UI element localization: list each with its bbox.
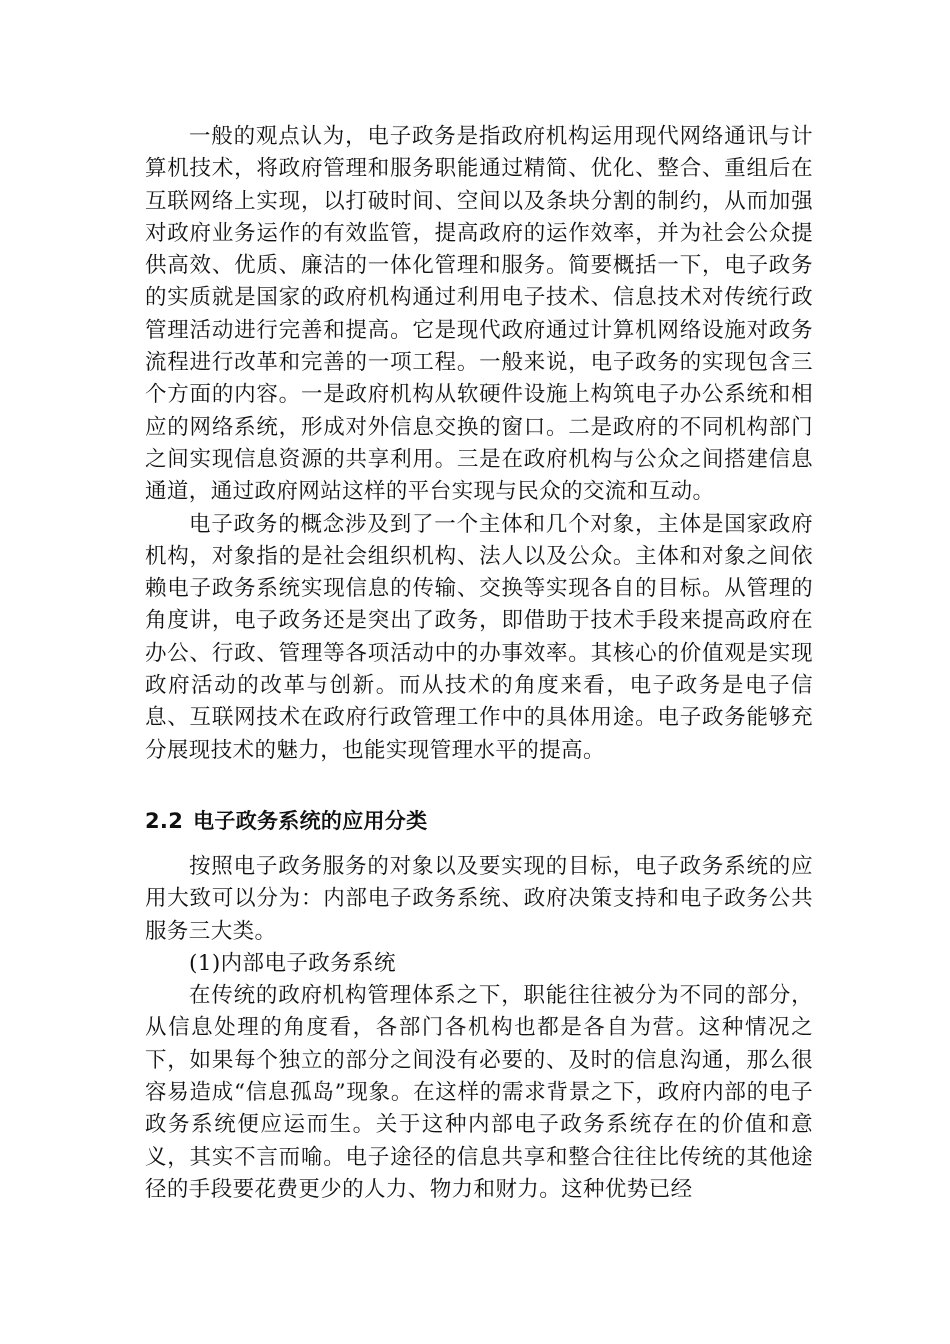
paragraph: 一般的观点认为，电子政务是指政府机构运用现代网络通讯与计算机技术，将政府管理和服务职能通过精简、优化、整合、重组后在互联网络上实现，以打破时间、空间以及条块分割的制约，从而加强对政府业务运作的有效监管，提高政府的运作效率，并为社会公众提供高效、优质、廉洁的一体化管理和服务。简要概括一下，电子政务的实质就是国家的政府机构通过利用电子技术、信息技术对传统行政管理活动进行完善和提高。它是现代政府通过计算机网络设施对政务流程进行改革和完善的一项工程。一般来说，电子政务的实现包含三个方面的内容。一是政府机构从软硬件设施上构筑电子办公系统和相应的网络系统，形成对外信息交换的窗口。二是政府的不同机构部门之间实现信息资源的共享利用。三是在政府机构与公众之间搭建信息通道，通过政府网站这样的平台实现与民众的交流和互动。	[145, 124, 813, 505]
section-heading-title: 电子政务系统的应用分类	[193, 809, 428, 833]
subsection-label: (1)内部电子政务系统	[189, 950, 396, 976]
section-heading	[145, 805, 427, 837]
section-heading-number: 2.2	[145, 809, 184, 833]
section-body-classification	[145, 851, 813, 1206]
paragraph: 电子政务的概念涉及到了一个主体和几个对象，主体是国家政府机构，对象指的是社会组织机构、法人以及公众。主体和对象之间依赖电子政务系统实现信息的传输、交换等实现各自的目标。从管理的角度讲，电子政务还是突出了政务，即借助于技术手段来提高政府在办公、行政、管理等各项活动中的办事效率。其核心的价值观是实现政府活动的改革与创新。而从技术的角度来看，电子政务是电子信息、互联网技术在政府行政管理工作中的具体用途。电子政务能够充分展现技术的魅力，也能实现管理水平的提高。	[145, 511, 813, 763]
section-body-intro	[145, 121, 813, 767]
paragraph: 在传统的政府机构管理体系之下，职能往往被分为不同的部分，从信息处理的角度看，各部门各机构也都是各自为营。这种情况之下，如果每个独立的部分之间没有必要的、及时的信息沟通，那么很容易造成“信息孤岛”现象。在这样的需求背景之下，政府内部的电子政务系统便应运而生。关于这种内部电子政务系统存在的价值和意义，其实不言而喻。电子途径的信息共享和整合往往比传统的其他途径的手段要花费更少的人力、物力和财力。这种优势已经	[145, 983, 813, 1202]
paragraph: 按照电子政务服务的对象以及要实现的目标，电子政务系统的应用大致可以分为：内部电子政务系统、政府决策支持和电子政务公共服务三大类。	[145, 854, 813, 944]
